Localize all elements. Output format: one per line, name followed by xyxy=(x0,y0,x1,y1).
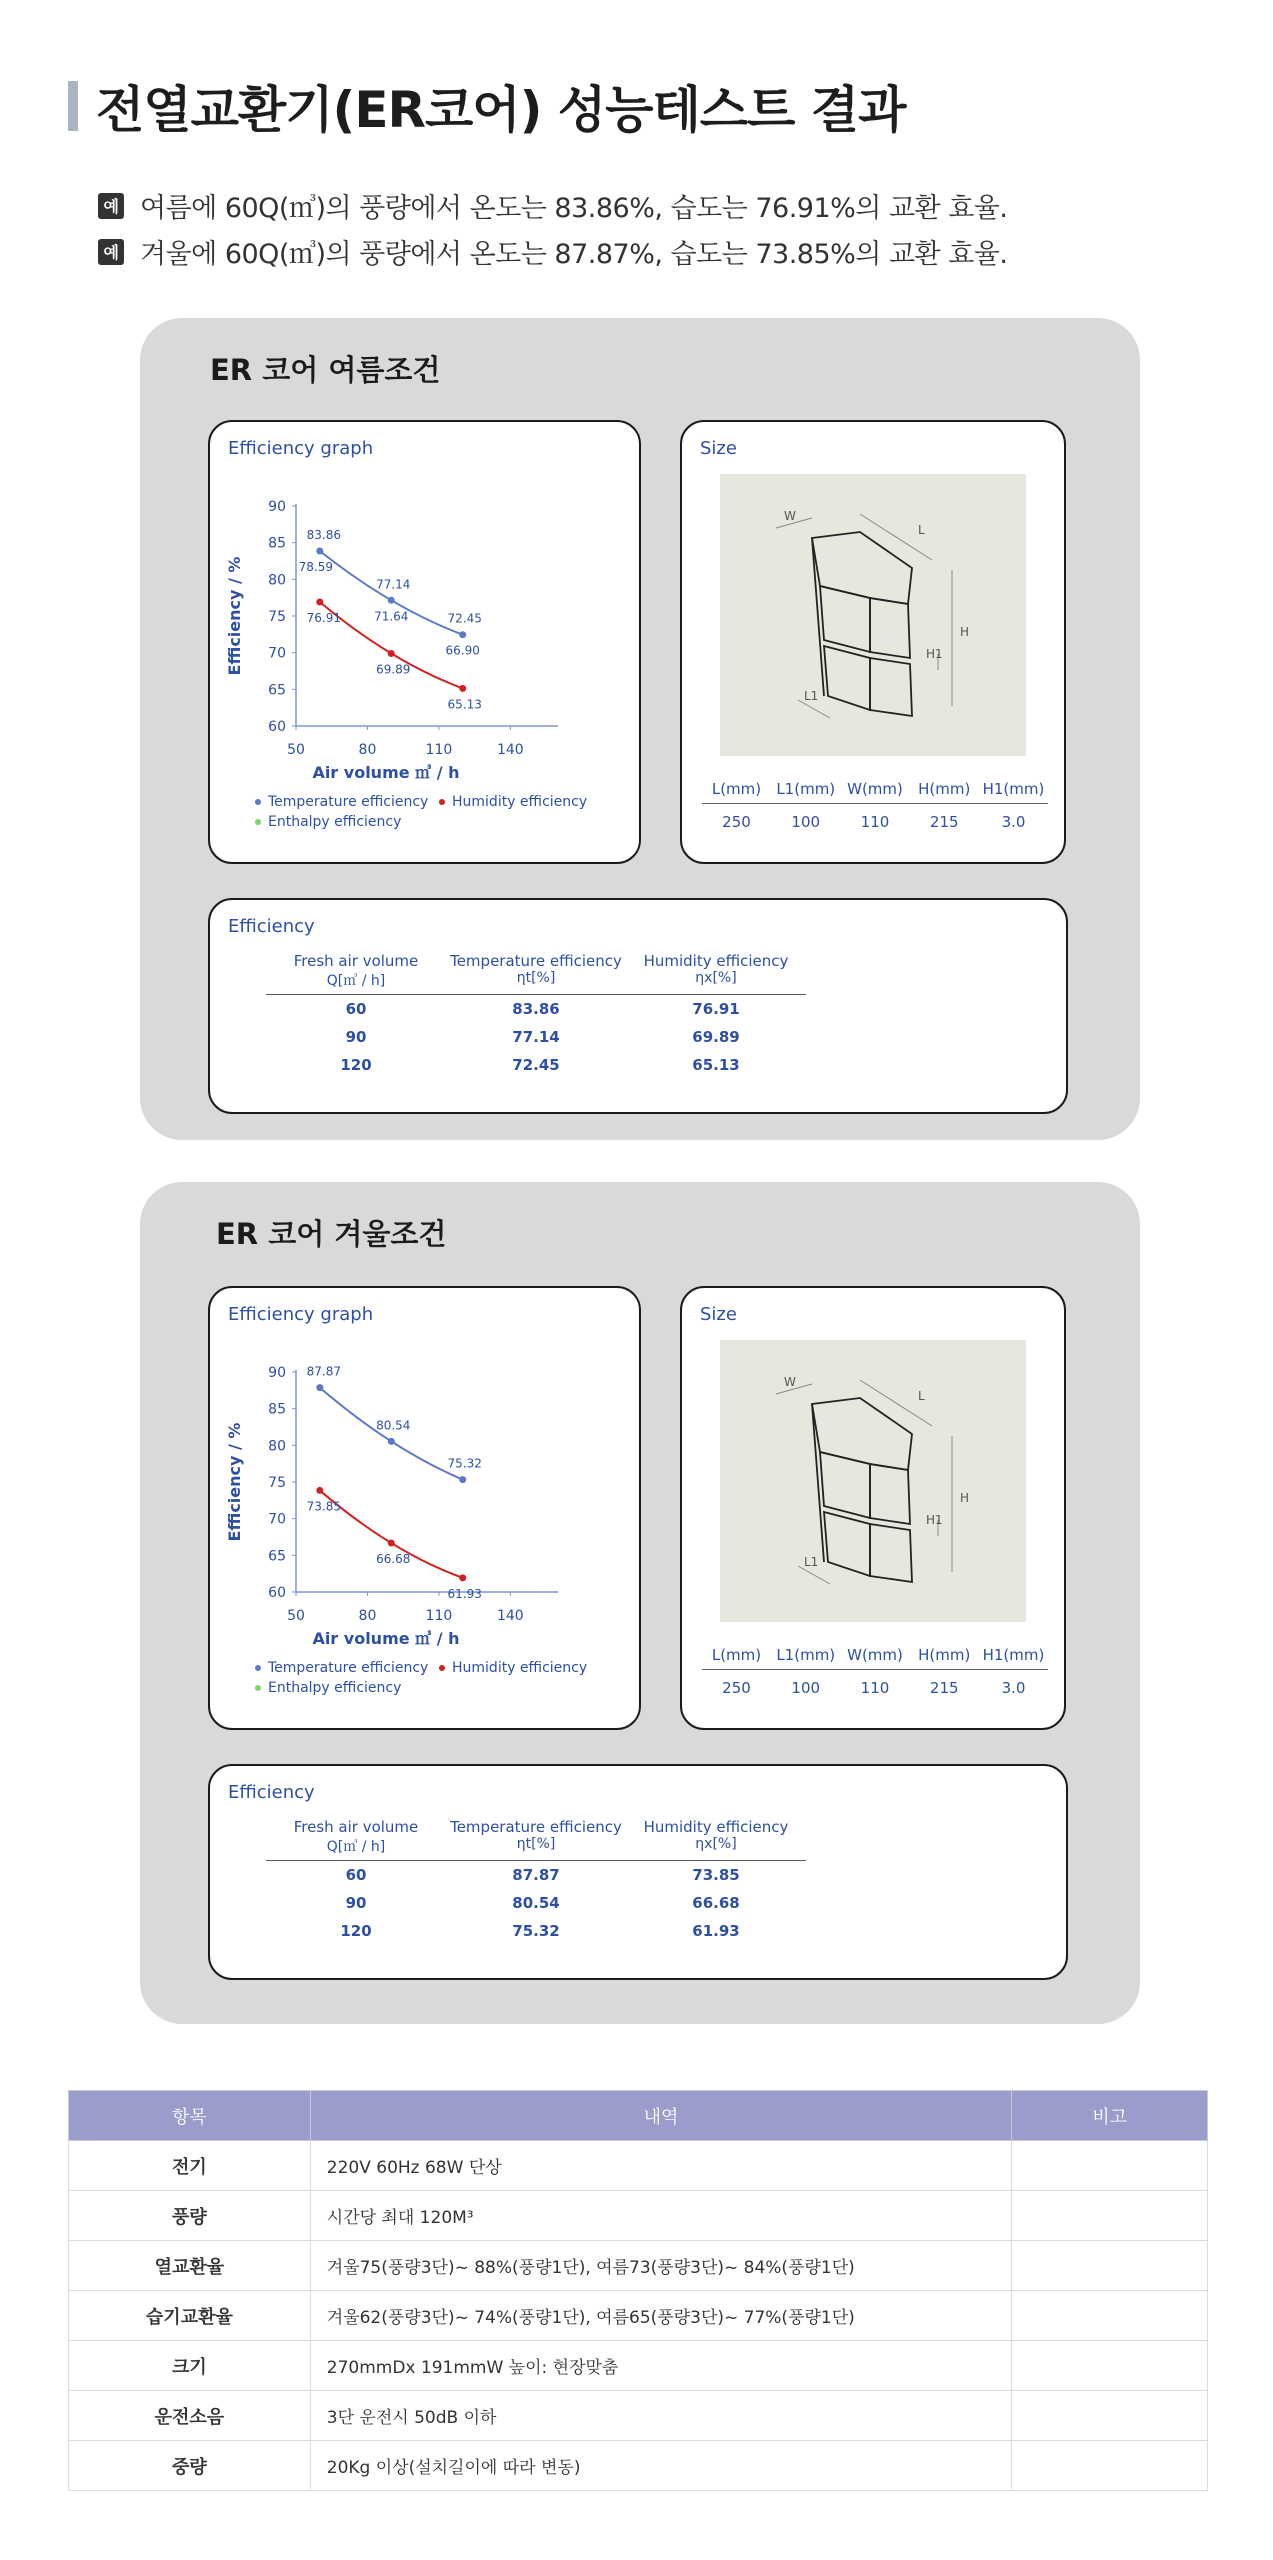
efficiency-table-card xyxy=(208,1764,1068,1980)
size-table xyxy=(702,1646,1048,1697)
legend-label: Temperature efficiency xyxy=(268,1660,429,1676)
data-point xyxy=(316,1487,323,1494)
size-value-cell: 3.0 xyxy=(1001,813,1026,831)
spec-value: 220V 60Hz 68W 단상 xyxy=(310,2141,1011,2191)
winter-panel xyxy=(140,1182,1140,2024)
efficiency-table-card xyxy=(208,898,1068,1114)
data-label: 83.86 xyxy=(306,528,341,543)
svg-text:W: W xyxy=(784,1375,796,1389)
card-label: Size xyxy=(700,1304,737,1325)
size-value-cell: 250 xyxy=(722,813,751,831)
table-header xyxy=(266,1818,806,1861)
size-value-cell: 110 xyxy=(860,813,890,831)
spec-note xyxy=(1012,2291,1208,2341)
table-cell: 69.89 xyxy=(692,1028,740,1046)
spec-note xyxy=(1012,2191,1208,2241)
data-point xyxy=(388,1540,395,1547)
svg-text:L: L xyxy=(918,1389,925,1403)
note-text: 겨울에 60Q(㎥)의 풍량에서 온도는 87.87%, 습도는 73.85%의 교환 효율. xyxy=(140,239,1008,270)
spec-value: 시간당 최대 120M³ xyxy=(310,2191,1011,2241)
size-value-cell: 215 xyxy=(929,1679,959,1697)
spec-key: 운전소음 xyxy=(69,2391,311,2441)
y-tick-label: 80 xyxy=(268,1438,286,1455)
efficiency-table xyxy=(266,1818,806,1945)
header-cell: Fresh air volume Q[㎥ / h] xyxy=(293,952,419,989)
data-label: 80.54 xyxy=(376,1418,411,1433)
x-tick-label: 110 xyxy=(425,742,453,758)
data-label: 65.13 xyxy=(447,697,482,712)
spec-value: 270mmDx 191mmW 높이: 현장맞춤 xyxy=(310,2341,1011,2391)
size-header-cell: L(mm) xyxy=(711,1646,762,1664)
table-header xyxy=(266,952,806,995)
table-cell: 72.45 xyxy=(512,1056,560,1074)
table-cell: 60 xyxy=(345,1000,367,1018)
efficiency-graph-card xyxy=(208,1286,641,1730)
x-tick-label: 80 xyxy=(358,742,377,758)
svg-text:W: W xyxy=(784,509,796,523)
spec-value: 20Kg 이상(설치길이에 따라 변동) xyxy=(310,2441,1011,2491)
y-tick-label: 80 xyxy=(268,572,286,589)
table-row xyxy=(69,2141,1208,2191)
svg-text:H1: H1 xyxy=(926,1513,943,1527)
svg-text:H: H xyxy=(960,1491,970,1505)
y-axis-label: Efficiency / % xyxy=(225,556,244,676)
table-cell: 77.14 xyxy=(512,1028,560,1046)
size-header-cell: H1(mm) xyxy=(982,1646,1045,1664)
size-header-cell: L(mm) xyxy=(711,780,762,798)
data-point xyxy=(316,1384,323,1391)
spec-note xyxy=(1012,2391,1208,2441)
efficiency-chart xyxy=(210,422,643,866)
size-header-cell: H1(mm) xyxy=(982,780,1045,798)
y-tick-label: 60 xyxy=(268,719,286,735)
data-point xyxy=(316,548,323,555)
card-label: Efficiency xyxy=(228,916,315,937)
size-header-cell: L1(mm) xyxy=(776,780,836,798)
x-tick-label: 50 xyxy=(287,1608,305,1624)
y-tick-label: 70 xyxy=(268,1511,286,1528)
x-tick-label: 140 xyxy=(496,742,524,758)
panel-title: ER 코어 겨울조건 xyxy=(216,1217,447,1251)
table-row xyxy=(266,1889,806,1917)
table-cell: 83.86 xyxy=(512,1000,560,1018)
note-summer xyxy=(98,186,1007,225)
table-cell: 60 xyxy=(345,1866,367,1884)
size-value-cell: 3.0 xyxy=(1001,1679,1026,1697)
y-tick-label: 90 xyxy=(268,499,286,515)
legend-marker xyxy=(255,1665,261,1671)
svg-text:L: L xyxy=(918,523,925,537)
header-cell: Humidity efficiency ηx[%] xyxy=(643,952,789,986)
page-title: 전열교환기(ER코어) 성능테스트 결과 xyxy=(96,81,906,139)
table-row xyxy=(266,995,806,1023)
spec-key: 습기교환율 xyxy=(69,2291,311,2341)
size-header-cell: L1(mm) xyxy=(776,1646,836,1664)
header-cell: Temperature efficiency ηt[%] xyxy=(450,1818,622,1852)
page-header xyxy=(68,70,905,142)
data-point xyxy=(459,685,466,692)
data-point xyxy=(388,597,395,604)
card-label: Efficiency xyxy=(228,1782,315,1803)
table-row xyxy=(266,1051,806,1079)
x-axis-label: Air volume ㎥ / h xyxy=(312,1629,460,1648)
data-label: 75.32 xyxy=(447,1456,482,1471)
size-header-row xyxy=(702,1646,1048,1670)
spec-value: 3단 운전시 50dB 이하 xyxy=(310,2391,1011,2441)
table-row xyxy=(69,2341,1208,2391)
size-value-cell: 215 xyxy=(929,813,959,831)
size-card xyxy=(680,420,1066,864)
y-tick-label: 85 xyxy=(268,1401,286,1418)
size-header-cell: H(mm) xyxy=(918,780,971,798)
size-value-row xyxy=(702,804,1048,831)
legend-label: Humidity efficiency xyxy=(452,794,588,810)
efficiency-graph-card xyxy=(208,420,641,864)
data-point xyxy=(316,598,323,605)
legend-marker xyxy=(439,799,445,805)
header-cell: Fresh air volume Q[㎥ / h] xyxy=(293,1818,419,1855)
summer-panel xyxy=(140,318,1140,1140)
data-label: 61.93 xyxy=(447,1586,482,1601)
table-cell: 76.91 xyxy=(692,1000,740,1018)
spec-key: 전기 xyxy=(69,2141,311,2191)
data-label: 87.87 xyxy=(306,1364,341,1379)
size-header-cell: W(mm) xyxy=(847,780,903,798)
data-point xyxy=(459,631,466,638)
core-dimension-diagram xyxy=(720,1340,1026,1622)
y-tick-label: 75 xyxy=(268,1475,286,1491)
spec-key: 풍량 xyxy=(69,2191,311,2241)
spec-note xyxy=(1012,2241,1208,2291)
table-cell: 87.87 xyxy=(512,1866,560,1884)
title-accent-bar xyxy=(68,81,78,131)
data-point xyxy=(388,650,395,657)
table-cell: 80.54 xyxy=(512,1894,560,1912)
size-card xyxy=(680,1286,1066,1730)
spec-header-row xyxy=(69,2091,1208,2141)
size-value-cell: 250 xyxy=(722,1679,751,1697)
svg-text:L1: L1 xyxy=(804,689,819,703)
y-tick-label: 65 xyxy=(268,1548,286,1565)
legend-marker xyxy=(439,1665,445,1671)
size-header-cell: H(mm) xyxy=(918,1646,971,1664)
size-value-cell: 100 xyxy=(791,1679,821,1697)
table-cell: 65.13 xyxy=(692,1056,740,1074)
table-cell: 73.85 xyxy=(692,1866,740,1884)
size-table xyxy=(702,780,1048,831)
card-label: Efficiency graph xyxy=(228,438,374,459)
size-value-cell: 110 xyxy=(860,1679,890,1697)
spec-value: 겨울75(풍량3단)~ 88%(풍량1단), 여름73(풍량3단)~ 84%(풍량1단) xyxy=(310,2241,1011,2291)
table-row xyxy=(266,1023,806,1051)
table-cell: 90 xyxy=(345,1894,367,1912)
x-tick-label: 140 xyxy=(496,1608,524,1624)
legend-marker xyxy=(255,1685,261,1691)
x-tick-label: 50 xyxy=(287,742,305,758)
legend-marker xyxy=(255,799,261,805)
x-tick-label: 80 xyxy=(358,1608,377,1624)
data-point xyxy=(459,1476,466,1483)
header-cell: Temperature efficiency ηt[%] xyxy=(450,952,622,986)
y-tick-label: 85 xyxy=(268,535,286,552)
data-point xyxy=(388,1438,395,1445)
table-row xyxy=(69,2191,1208,2241)
data-label: 69.89 xyxy=(376,662,411,677)
legend-label: Enthalpy efficiency xyxy=(268,814,402,830)
spec-table xyxy=(68,2090,1208,2491)
note-text: 여름에 60Q(㎥)의 풍량에서 온도는 83.86%, 습도는 76.91%의 교환 효율. xyxy=(140,193,1008,224)
table-cell: 61.93 xyxy=(692,1922,740,1940)
y-tick-label: 90 xyxy=(268,1365,286,1381)
header-cell: 항목 xyxy=(69,2091,311,2141)
svg-text:H: H xyxy=(960,625,970,639)
data-label: 77.14 xyxy=(376,577,411,592)
table-cell: 75.32 xyxy=(512,1922,560,1940)
data-label: 78.59 xyxy=(298,560,333,575)
table-cell: 120 xyxy=(340,1922,372,1940)
size-value-cell: 100 xyxy=(791,813,821,831)
card-label: Efficiency graph xyxy=(228,1304,374,1325)
y-tick-label: 60 xyxy=(268,1585,286,1601)
size-header-row xyxy=(702,780,1048,804)
spec-note xyxy=(1012,2341,1208,2391)
table-row xyxy=(69,2241,1208,2291)
core-dimension-diagram xyxy=(720,474,1026,756)
spec-key: 중량 xyxy=(69,2441,311,2491)
data-label: 66.68 xyxy=(376,1552,411,1567)
data-label: 76.91 xyxy=(306,610,341,625)
table-row xyxy=(69,2441,1208,2491)
data-label: 66.90 xyxy=(445,643,480,658)
note-winter xyxy=(98,232,1007,271)
spec-note xyxy=(1012,2141,1208,2191)
series-line-temperature xyxy=(320,1388,463,1480)
y-tick-label: 70 xyxy=(268,645,286,662)
data-label: 73.85 xyxy=(306,1499,341,1514)
table-row xyxy=(266,1917,806,1945)
table-row xyxy=(69,2391,1208,2441)
data-label: 71.64 xyxy=(374,609,409,624)
efficiency-table xyxy=(266,952,806,1079)
table-row xyxy=(266,1861,806,1889)
spec-key: 크기 xyxy=(69,2341,311,2391)
size-value-row xyxy=(702,1670,1048,1697)
y-tick-label: 75 xyxy=(268,609,286,625)
legend-label: Temperature efficiency xyxy=(268,794,429,810)
x-tick-label: 110 xyxy=(425,1608,453,1624)
spec-note xyxy=(1012,2441,1208,2491)
example-badge: 예 xyxy=(98,239,124,265)
example-badge: 예 xyxy=(98,193,124,219)
panel-title: ER 코어 여름조건 xyxy=(210,353,441,387)
y-axis-label: Efficiency / % xyxy=(225,1422,244,1542)
legend-marker xyxy=(255,819,261,825)
table-cell: 90 xyxy=(345,1028,367,1046)
spec-key: 열교환율 xyxy=(69,2241,311,2291)
data-label: 72.45 xyxy=(447,611,482,626)
header-cell: 비고 xyxy=(1012,2091,1208,2141)
legend-label: Humidity efficiency xyxy=(452,1660,588,1676)
efficiency-chart xyxy=(210,1288,643,1732)
header-cell: Humidity efficiency ηx[%] xyxy=(643,1818,789,1852)
legend-label: Enthalpy efficiency xyxy=(268,1680,402,1696)
table-cell: 66.68 xyxy=(692,1894,740,1912)
header-cell: 내역 xyxy=(310,2091,1011,2141)
y-tick-label: 65 xyxy=(268,682,286,699)
spec-value: 겨울62(풍량3단)~ 74%(풍량1단), 여름65(풍량3단)~ 77%(풍량1단) xyxy=(310,2291,1011,2341)
data-point xyxy=(459,1574,466,1581)
card-label: Size xyxy=(700,438,737,459)
x-axis-label: Air volume ㎥ / h xyxy=(312,763,460,782)
table-row xyxy=(69,2291,1208,2341)
svg-text:H1: H1 xyxy=(926,647,943,661)
table-cell: 120 xyxy=(340,1056,372,1074)
svg-text:L1: L1 xyxy=(804,1555,819,1569)
size-header-cell: W(mm) xyxy=(847,1646,903,1664)
